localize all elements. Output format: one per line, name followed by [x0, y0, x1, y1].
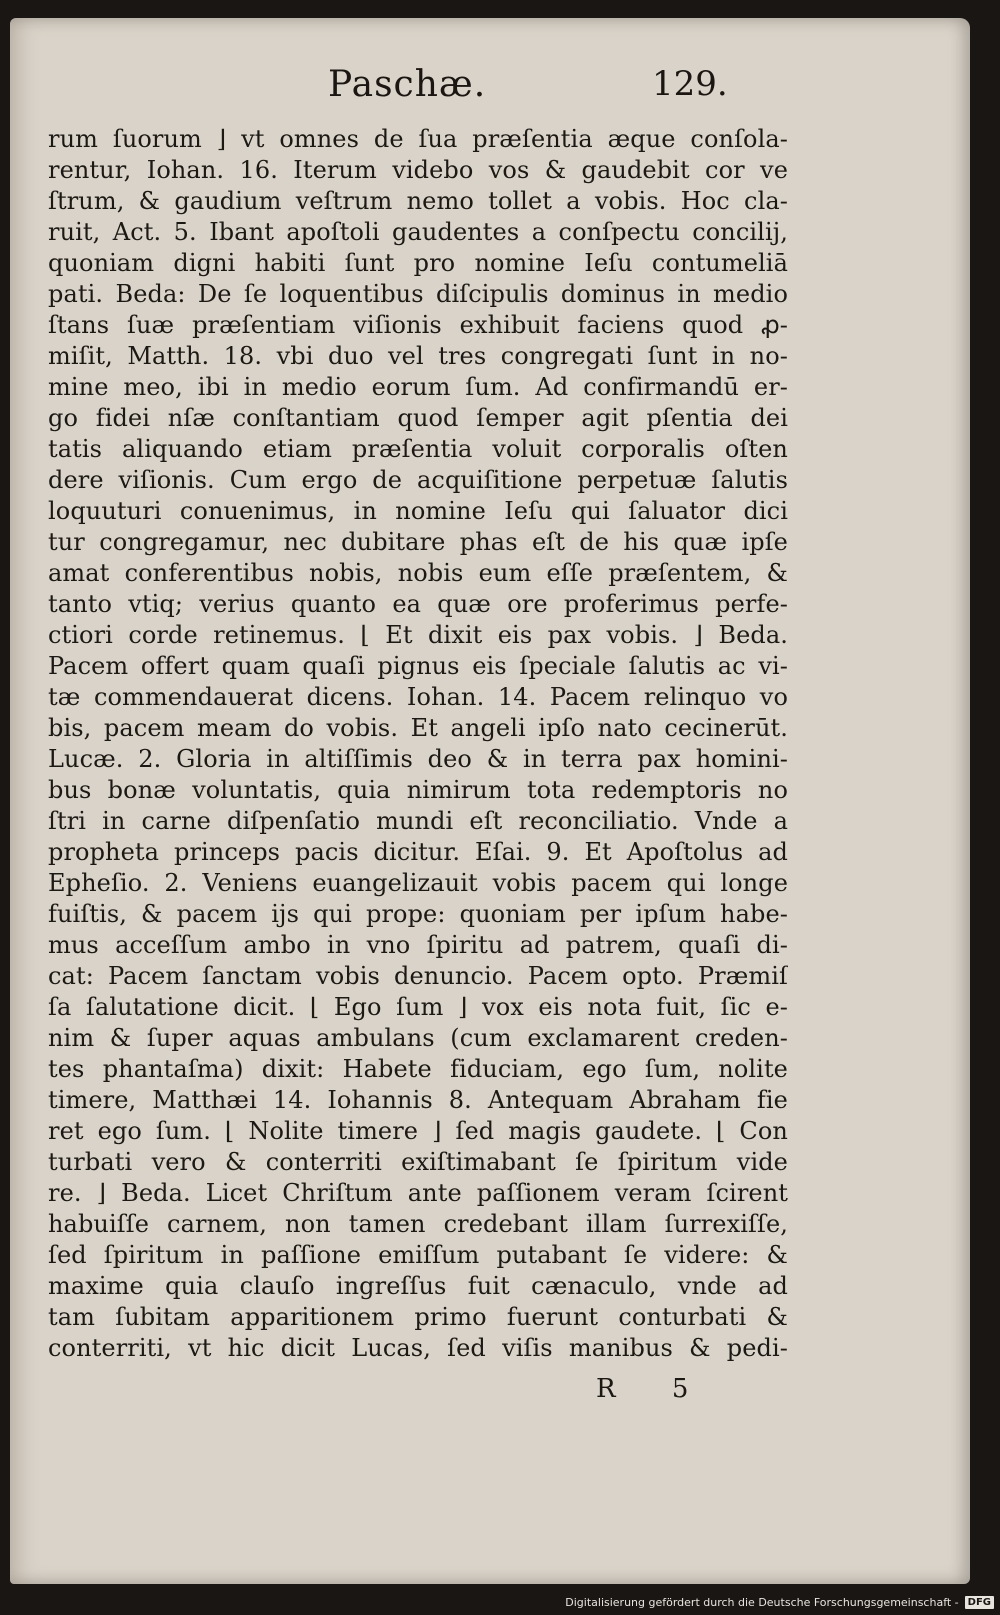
text-line: maxime quia clauſo ingreſſus fuit cænaculo, vnde ad [48, 1272, 788, 1300]
text-line: loquuturi conuenimus, in nomine Ieſu qui ſaluator dici [48, 497, 788, 525]
text-line: amat conferentibus nobis, nobis eum eſſe præſentem, & [48, 559, 788, 587]
text-line: tanto vtiq; verius quanto ea quæ ore proferimus perfe- [48, 590, 788, 618]
text-line: conterriti, vt hic dicit Lucas, ſed viſis manibus & pedi- [48, 1334, 788, 1362]
text-line: Lucæ. 2. Gloria in altiſſimis deo & in terra pax homini- [48, 745, 788, 773]
text-line: miſit, Matth. 18. vbi duo vel tres congregati ſunt in no- [48, 342, 788, 370]
text-line: tæ commendauerat dicens. Iohan. 14. Pacem relinquo vo [48, 683, 788, 711]
text-line: tam ſubitam apparitionem primo fuerunt conturbati & [48, 1303, 788, 1331]
text-line: tatis aliquando etiam præſentia voluit corporalis oſten [48, 435, 788, 463]
text-line: fuiſtis, & pacem ijs qui prope: quoniam per ipſum habe- [48, 900, 788, 928]
text-line: ſa ſalutatione dicit. ⌊ Ego ſum ⌋ vox eis nota fuit, ſic e- [48, 993, 788, 1021]
text-line: go fidei nſæ conſtantiam quod ſemper agit pſentia dei [48, 404, 788, 432]
text-line: bis, pacem meam do vobis. Et angeli ipſo nato cecinerūt. [48, 714, 788, 742]
text-line: ſtri in carne diſpenſatio mundi eſt reconciliatio. Vnde a [48, 807, 788, 835]
text-line: Epheſio. 2. Veniens euangelizauit vobis pacem qui longe [48, 869, 788, 897]
text-line: ruit, Act. 5. Ibant apoſtoli gaudentes a conſpectu concilij, [48, 218, 788, 246]
dfg-logo: DFG [965, 1596, 994, 1609]
digitization-footer [565, 1593, 994, 1611]
text-line: ſtrum, & gaudium veſtrum nemo tollet a vobis. Hoc cla- [48, 187, 788, 215]
text-line: pati. Beda: De ſe loquentibus diſcipulis dominus in medio [48, 280, 788, 308]
text-block [48, 124, 788, 1364]
text-line: ctiori corde retinemus. ⌊ Et dixit eis pax vobis. ⌋ Beda. [48, 621, 788, 649]
book-page [10, 18, 970, 1584]
footer-text: Digitalisierung gefördert durch die Deutsche Forschungsgemeinschaft - [565, 1595, 959, 1609]
text-line: Pacem offert quam quaſi pignus eis ſpeciale ſalutis ac vi- [48, 652, 788, 680]
running-head [10, 56, 970, 116]
text-line: re. ⌋ Beda. Licet Chriſtum ante paſſionem veram ſcirent [48, 1179, 788, 1207]
text-line: ſtans ſuæ præſentiam viſionis exhibuit faciens quod ꝓ- [48, 311, 788, 339]
text-line: dere viſionis. Cum ergo de acquiſitione perpetuæ ſalutis [48, 466, 788, 494]
text-line: tur congregamur, nec dubitare phas eſt de his quæ ipſe [48, 528, 788, 556]
text-line: rentur, Iohan. 16. Iterum videbo vos & gaudebit cor ve [48, 156, 788, 184]
text-line: cat: Pacem ſanctam vobis denuncio. Pacem opto. Præmiſ [48, 962, 788, 990]
text-line: bus bonæ voluntatis, quia nimirum tota redemptoris no [48, 776, 788, 804]
text-line: rum ſuorum ⌋ vt omnes de ſua præſentia æque conſola- [48, 125, 788, 153]
text-line: mus acceſſum ambo in vno ſpiritu ad patrem, quaſi di- [48, 931, 788, 959]
text-line: tes phantaſma) dixit: Habete fiduciam, ego ſum, nolite [48, 1055, 788, 1083]
text-line: quoniam digni habiti ſunt pro nomine Ieſu contumeliā [48, 249, 788, 277]
signature-mark: R 5 [596, 1374, 713, 1404]
text-line: habuiſſe carnem, non tamen credebant illam ſurrexiſſe, [48, 1210, 788, 1238]
text-line: propheta princeps pacis dicitur. Eſai. 9. Et Apoſtolus ad [48, 838, 788, 866]
text-line: ſed ſpiritum in paſſione emiſſum putabant ſe videre: & [48, 1241, 788, 1269]
running-title: Paschæ. [328, 64, 487, 105]
text-line: ret ego ſum. ⌊ Nolite timere ⌋ ſed magis gaudete. ⌊ Con [48, 1117, 788, 1145]
text-line: nim & ſuper aquas ambulans (cum exclamarent creden- [48, 1024, 788, 1052]
text-line: turbati vero & conterriti exiſtimabant ſe ſpiritum vide [48, 1148, 788, 1176]
text-line: timere, Matthæi 14. Iohannis 8. Antequam Abraham fie [48, 1086, 788, 1114]
text-line: mine meo, ibi in medio eorum ſum. Ad confirmandū er- [48, 373, 788, 401]
page-number: 129. [652, 64, 728, 104]
